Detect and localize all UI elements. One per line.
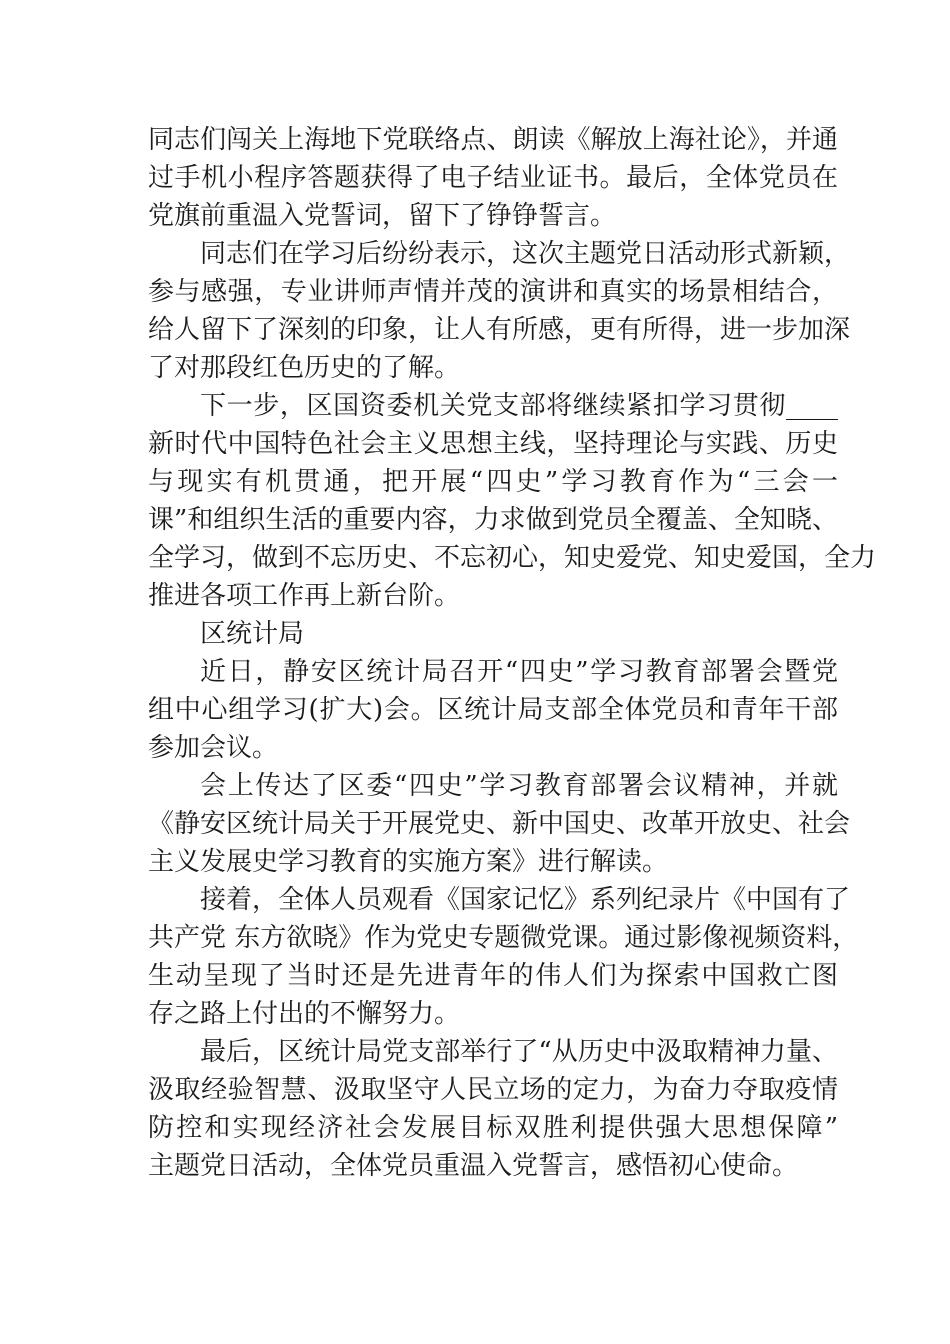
text-line: 主题党日活动，全体党员重温入党誓言，感悟初心使命。	[148, 1151, 799, 1181]
paragraph-first-line: 下一步，区国资委机关党支部将继续紧扣学习贯彻____	[200, 391, 838, 421]
paragraph-first-line: 近日，静安区统计局召开“四史”学习教育部署会暨党	[200, 657, 838, 687]
text-line: 参加会议。	[148, 733, 279, 763]
text-line: 党旗前重温入党誓词，留下了铮铮誓言。	[148, 201, 617, 231]
text-line: 参与感强，专业讲师声情并茂的演讲和真实的场景相结合，	[148, 277, 838, 307]
paragraph-first-line: 最后，区统计局党支部举行了“从历史中汲取精神力量、	[200, 1037, 838, 1067]
text-line: 全学习，做到不忘历史、不忘初心，知史爱党、知史爱国，全力	[148, 543, 877, 573]
section-heading: 区统计局	[200, 619, 305, 649]
text-line: 了对那段红色历史的了解。	[148, 353, 461, 383]
text-line: 存之路上付出的不懈努力。	[148, 999, 461, 1029]
text-line: 《静安区统计局关于开展党史、新中国史、改革开放史、社会	[148, 809, 851, 839]
text-line: 与现实有机贯通，把开展“四史”学习教育作为“三会一	[148, 467, 838, 497]
text-line: 过手机小程序答题获得了电子结业证书。最后，全体党员在	[148, 163, 838, 193]
text-line: 生动呈现了当时还是先进青年的伟人们为探索中国救亡图	[148, 961, 838, 991]
text-line: 同志们闯关上海地下党联络点、朗读《解放上海社论》，并通	[148, 125, 838, 155]
text-line: 主义发展史学习教育的实施方案》进行解读。	[148, 847, 669, 877]
text-line: 新时代中国特色社会主义思想主线，坚持理论与实践、历史	[148, 429, 838, 459]
text-line: 推进各项工作再上新台阶。	[148, 581, 461, 611]
paragraph-first-line: 同志们在学习后纷纷表示，这次主题党日活动形式新颖，	[200, 239, 851, 269]
text-line: 防控和实现经济社会发展目标双胜利提供强大思想保障”	[148, 1113, 838, 1143]
paragraph-first-line: 接着，全体人员观看《国家记忆》系列纪录片《中国有了	[200, 885, 851, 915]
text-line: 汲取经验智慧、汲取坚守人民立场的定力，为奋力夺取疫情	[148, 1075, 838, 1105]
text-line: 课”和组织生活的重要内容，力求做到党员全覆盖、全知晓、	[148, 505, 838, 535]
text-line: 给人留下了深刻的印象，让人有所感，更有所得，进一步加深	[148, 315, 851, 345]
text-line: 组中心组学习(扩大)会。区统计局支部全体党员和青年干部	[148, 695, 838, 725]
paragraph-first-line: 会上传达了区委“四史”学习教育部署会议精神，并就	[200, 771, 838, 801]
text-line: 共产党 东方欲晓》作为党史专题微党课。通过影像视频资料，	[148, 923, 859, 953]
